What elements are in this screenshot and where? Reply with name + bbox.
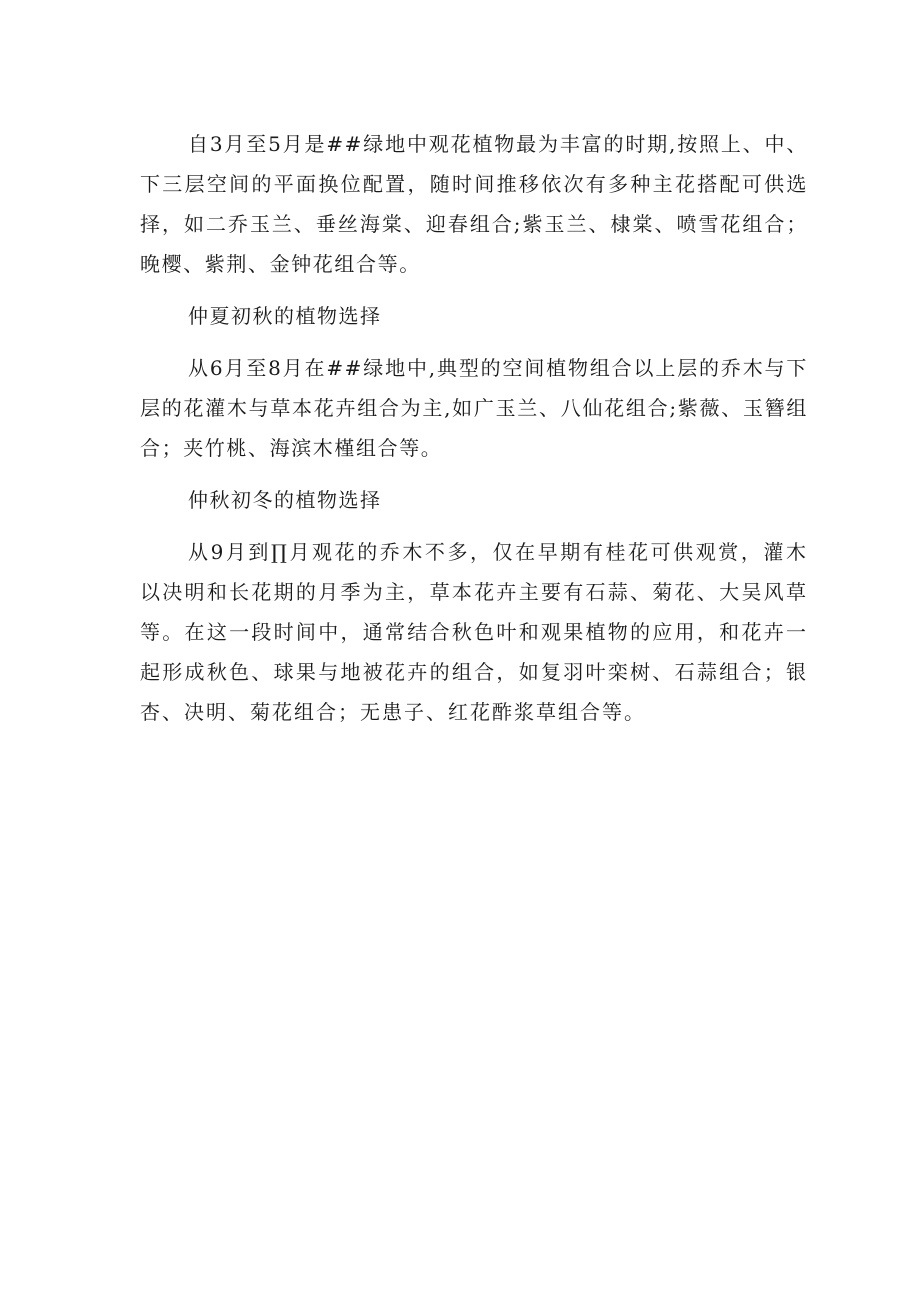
paragraph-spring: 自3月至5月是##绿地中观花植物最为丰富的时期,按照上、中、下三层空间的平面换位配置，随时间推移依次有多种主花搭配可供选择，如二乔玉兰、垂丝海棠、迎春组合;紫玉兰、棣棠、喷雪花组合；晚樱、紫荆、金钟花组合等。 bbox=[140, 132, 808, 276]
document-body bbox=[140, 124, 808, 732]
paragraph-autumn: 从9月到∏月观花的乔木不多，仅在早期有桂花可供观赏，灌木以决明和长花期的月季为主，草本花卉主要有石蒜、菊花、大吴风草等。在这一段时间中，通常结合秋色叶和观果植物的应用，和花卉一起形成秋色、球果与地被花卉的组合，如复羽叶栾树、石蒜组合；银杏、决明、菊花组合；无患子、红花酢浆草组合等。 bbox=[140, 540, 808, 724]
heading-autumn: 仲秋初冬的植物选择 bbox=[188, 488, 382, 512]
paragraph-summer: 从6月至8月在##绿地中,典型的空间植物组合以上层的乔木与下层的花灌木与草本花卉组合为主,如广玉兰、八仙花组合;紫薇、玉簪组合；夹竹桃、海滨木槿组合等。 bbox=[140, 356, 808, 460]
heading-summer: 仲夏初秋的植物选择 bbox=[188, 304, 382, 328]
